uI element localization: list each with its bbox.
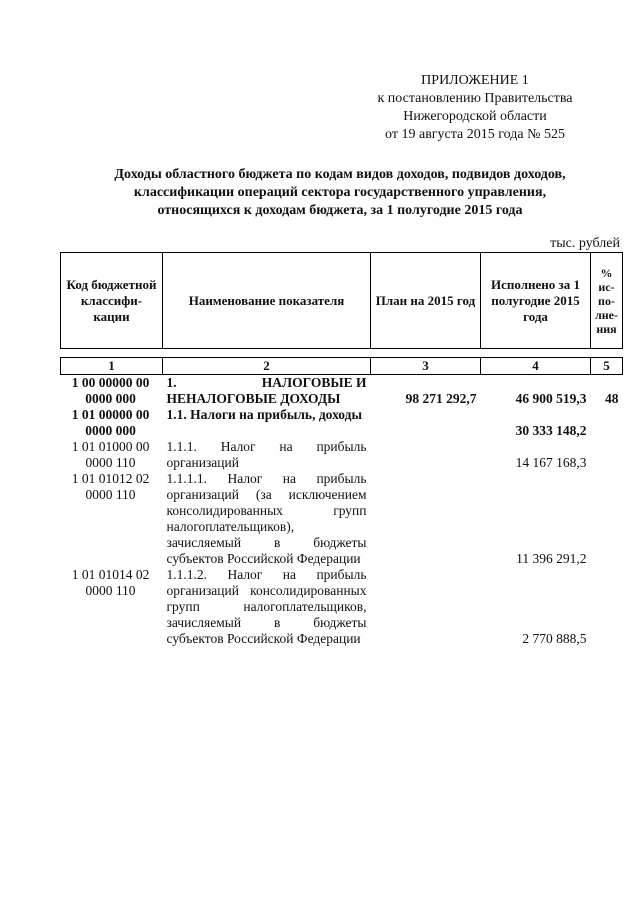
row-code: 1 01 01000 00 0000 110: [71, 439, 150, 470]
row-executed: 11 396 291,2: [516, 551, 587, 566]
row-plan: [371, 407, 481, 439]
row-code: 1 01 01014 02 0000 110: [71, 567, 150, 598]
column-number: 4: [481, 358, 591, 375]
revenue-table: [60, 252, 623, 647]
appendix-reference: к постановлению Правительства: [377, 91, 573, 106]
appendix-date: от 19 августа 2015 года № 525: [385, 127, 565, 142]
row-code: 1 01 00000 00 0000 000: [71, 407, 150, 438]
column-number: 5: [591, 358, 623, 375]
row-name: 1.1.1.2. Налог на прибыль организаций консолидированных групп налогоплательщиков, зачисляемый в бюджеты субъектов Российской Федерации: [166, 567, 367, 646]
row-percent: 48: [605, 391, 619, 406]
row-percent: [591, 439, 623, 471]
header-plan: План на 2015 год: [371, 253, 481, 349]
header-code: Код бюджетной классифи-кации: [61, 253, 163, 349]
document-title: [70, 166, 610, 220]
table-row: [61, 567, 623, 647]
table-row: [61, 471, 623, 567]
table-row: [61, 407, 623, 439]
document-title-line3: относящихся к доходам бюджета, за 1 полугодие 2015 года: [157, 203, 523, 218]
row-executed: 30 333 148,2: [515, 423, 587, 438]
row-name-continued: НЕНАЛОГОВЫЕ ДОХОДЫ: [166, 391, 341, 406]
row-plan: [371, 439, 481, 471]
appendix-block: [330, 72, 620, 144]
row-code: 1 00 00000 00 0000 000: [71, 375, 150, 406]
row-plan: [371, 471, 481, 567]
column-number: 3: [371, 358, 481, 375]
row-name-number: 1.: [166, 375, 177, 390]
row-executed: 2 770 888,5: [522, 631, 587, 646]
row-code: 1 01 01012 02 0000 110: [71, 471, 150, 502]
row-name: 1.1. Налоги на прибыль, доходы: [166, 407, 363, 422]
units-label: тыс. рублей: [550, 236, 620, 251]
header-executed: Исполнено за 1 полугодие 2015 года: [481, 253, 591, 349]
row-name: 1.1.1. Налог на прибыль организаций: [166, 439, 367, 470]
row-percent: [591, 567, 623, 647]
row-executed: 14 167 168,3: [515, 455, 587, 470]
column-numbers-row: [61, 358, 623, 375]
row-plan: 98 271 292,7: [405, 391, 477, 406]
table-row: [61, 439, 623, 471]
row-executed: 46 900 519,3: [515, 391, 587, 406]
column-number: 2: [163, 358, 371, 375]
row-plan: [371, 567, 481, 647]
document-title-line2: классификации операций сектора государственного управления,: [133, 185, 547, 200]
row-name: 1.1.1.1. Налог на прибыль организаций (за исключением консолидированных групп налогоплательщиков), зачисляемый в бюджеты субъектов Российской Федерации: [166, 471, 367, 566]
table-row: [61, 375, 623, 408]
row-name: [163, 375, 371, 408]
row-percent: [591, 471, 623, 567]
column-number: 1: [61, 358, 163, 375]
appendix-title: ПРИЛОЖЕНИЕ 1: [421, 73, 529, 88]
document-title-line1: Доходы областного бюджета по кодам видов доходов, подвидов доходов,: [114, 167, 566, 182]
appendix-region: Нижегородской области: [403, 109, 547, 124]
row-percent: [591, 407, 623, 439]
header-percent: % ис-по-лне-ния: [591, 253, 623, 349]
header-name: Наименование показателя: [163, 253, 371, 349]
row-name-text: НАЛОГОВЫЕ И: [261, 375, 367, 390]
